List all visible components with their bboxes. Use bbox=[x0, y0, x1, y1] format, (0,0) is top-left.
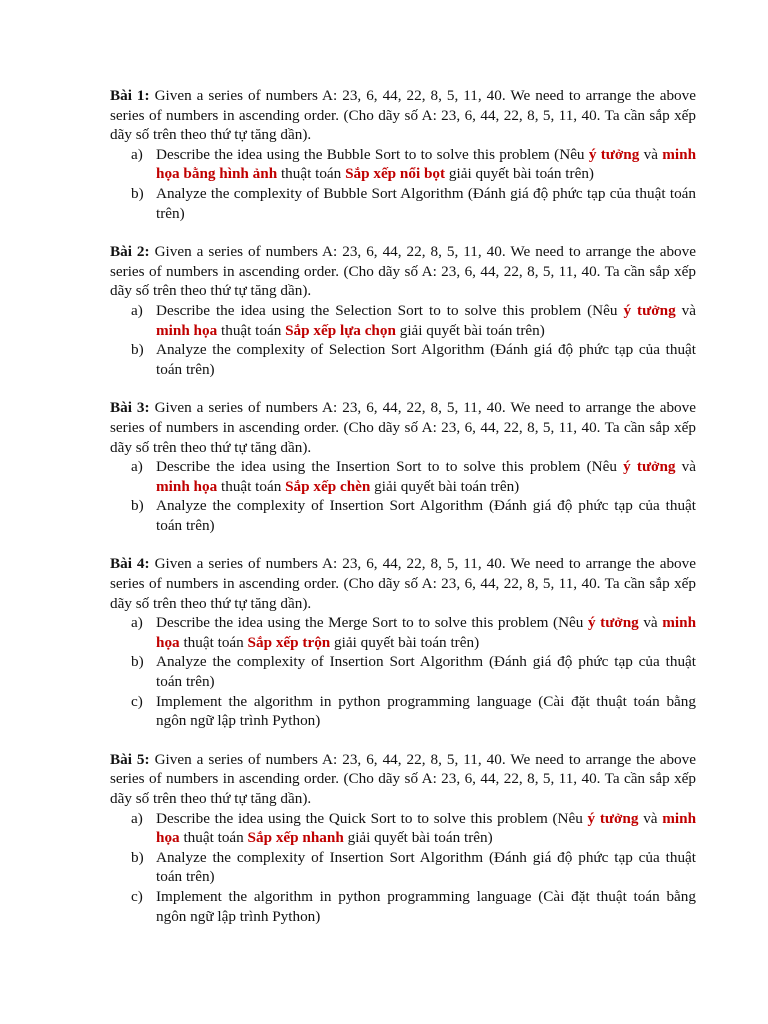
exercise-intro bbox=[110, 554, 696, 613]
highlight-text: minh họa bằng hình ảnh bbox=[156, 145, 697, 183]
part-text: Analyze the complexity of Insertion Sort Algorithm (Đánh giá độ phức tạp của thuật toán trên) bbox=[156, 848, 696, 886]
exercise-intro-text: Given a series of numbers A: 23, 6, 44, 22, 8, 5, 11, 40. We need to arrange the above series of numbers in ascending order. (Cho dãy số A: 23, 6, 44, 22, 8, 5, 11, 40. Ta cần sắp xếp dãy số trên theo thứ tự tăng dần). bbox=[110, 87, 696, 144]
highlight-text: minh họa bbox=[156, 477, 218, 495]
part-text: Describe the idea using the Bubble Sort to to solve this problem (Nêu bbox=[156, 145, 589, 163]
highlight-text: ý tưởng bbox=[623, 458, 676, 476]
part-text: Analyze the complexity of Insertion Sort Algorithm (Đánh giá độ phức tạp của thuật toán trên) bbox=[156, 497, 696, 534]
part-text: Describe the idea using the Quick Sort to to solve this problem (Nêu bbox=[156, 809, 588, 827]
part-text: Analyze the complexity of Insertion Sort Algorithm (Đánh giá độ phức tạp của thuật toán trên) bbox=[156, 653, 696, 691]
exercise-intro-text: Given a series of numbers A: 23, 6, 44, 22, 8, 5, 11, 40. We need to arrange the above series of numbers in ascending order. (Cho dãy số A: 23, 6, 44, 22, 8, 5, 11, 40. Ta cần sắp xếp dãy số trên theo thứ tự tăng dần). bbox=[110, 750, 696, 807]
exercise-parts bbox=[110, 809, 696, 927]
part-item bbox=[110, 613, 696, 652]
part-marker: a) bbox=[131, 614, 143, 632]
exercise-intro bbox=[110, 398, 696, 457]
part-text: giải quyết bài toán trên) bbox=[343, 829, 493, 847]
exercise-label: Bài 5: bbox=[110, 750, 150, 768]
part-marker: c) bbox=[131, 692, 143, 710]
part-text: Describe the idea using the Merge Sort to to solve this problem (Nêu bbox=[156, 614, 588, 632]
part-text: thuật toán bbox=[179, 829, 248, 847]
part-marker: a) bbox=[131, 458, 143, 476]
part-text: Analyze the complexity of Bubble Sort Algorithm (Đánh giá độ phức tạp của thuật toán trên) bbox=[156, 184, 696, 222]
exercise-2 bbox=[110, 242, 696, 379]
highlight-text: minh họa bbox=[156, 614, 697, 651]
exercise-3 bbox=[110, 398, 696, 535]
part-text: giải quyết bài toán trên) bbox=[395, 321, 545, 339]
exercise-intro bbox=[110, 242, 696, 301]
exercise-intro-text: Given a series of numbers A: 23, 6, 44, 22, 8, 5, 11, 40. We need to arrange the above series of numbers in ascending order. (Cho dãy số A: 23, 6, 44, 22, 8, 5, 11, 40. Ta cần sắp xếp dãy số trên theo thứ tự tăng dần). bbox=[110, 399, 696, 456]
exercise-parts bbox=[110, 145, 696, 223]
part-text: thuật toán bbox=[217, 477, 286, 495]
exercise-1 bbox=[110, 86, 696, 223]
highlight-text: Sắp xếp nổi bọt bbox=[345, 165, 446, 183]
highlight-text: ý tưởng bbox=[588, 145, 640, 163]
part-marker: a) bbox=[131, 301, 143, 319]
part-item bbox=[110, 145, 696, 184]
document-page bbox=[110, 86, 696, 945]
part-text: và bbox=[638, 809, 663, 827]
exercise-label: Bài 3: bbox=[110, 399, 150, 417]
part-marker: a) bbox=[131, 145, 143, 163]
exercise-intro-text: Given a series of numbers A: 23, 6, 44, 22, 8, 5, 11, 40. We need to arrange the above series of numbers in ascending order. (Cho dãy số A: 23, 6, 44, 22, 8, 5, 11, 40. Ta cần sắp xếp dãy số trên theo thứ tự tăng dần). bbox=[110, 555, 696, 612]
highlight-text: ý tưởng bbox=[587, 614, 639, 632]
part-text: và bbox=[638, 614, 663, 632]
part-text: thuật toán bbox=[217, 321, 286, 339]
part-item bbox=[110, 340, 696, 379]
exercise-label: Bài 1: bbox=[110, 87, 150, 104]
part-marker: b) bbox=[131, 341, 144, 359]
highlight-text: ý tưởng bbox=[587, 809, 639, 827]
part-item bbox=[110, 692, 696, 731]
part-item bbox=[110, 887, 696, 926]
part-text: và bbox=[675, 301, 696, 319]
part-text: Describe the idea using the Selection Sort to to solve this problem (Nêu bbox=[156, 301, 624, 319]
highlight-text: minh họa bbox=[156, 809, 697, 847]
part-marker: b) bbox=[131, 497, 144, 515]
exercise-label: Bài 2: bbox=[110, 243, 150, 261]
part-text: Implement the algorithm in python programming language (Cài đặt thuật toán bằng ngôn ngữ lập trình Python) bbox=[156, 692, 696, 730]
part-item bbox=[110, 184, 696, 223]
part-text: giải quyết bài toán trên) bbox=[330, 633, 480, 651]
part-marker: b) bbox=[131, 848, 144, 866]
part-text: giải quyết bài toán trên) bbox=[370, 477, 520, 495]
part-item bbox=[110, 457, 696, 496]
highlight-text: Sắp xếp nhanh bbox=[247, 829, 344, 847]
part-text: và bbox=[675, 458, 696, 476]
highlight-text: Sắp xếp lựa chọn bbox=[285, 321, 396, 339]
part-text: Describe the idea using the Insertion Sort to to solve this problem (Nêu bbox=[156, 458, 624, 476]
exercise-intro-text: Given a series of numbers A: 23, 6, 44, 22, 8, 5, 11, 40. We need to arrange the above series of numbers in ascending order. (Cho dãy số A: 23, 6, 44, 22, 8, 5, 11, 40. Ta cần sắp xếp dãy số trên theo thứ tự tăng dần). bbox=[110, 243, 696, 300]
part-text: thuật toán bbox=[277, 165, 346, 183]
part-item bbox=[110, 496, 696, 535]
part-text: thuật toán bbox=[179, 633, 248, 651]
highlight-text: Sắp xếp trộn bbox=[247, 633, 331, 651]
part-item bbox=[110, 652, 696, 691]
part-item bbox=[110, 809, 696, 848]
exercise-intro bbox=[110, 750, 696, 809]
exercise-parts bbox=[110, 613, 696, 731]
exercise-parts bbox=[110, 457, 696, 535]
exercise-5 bbox=[110, 750, 696, 926]
exercise-intro bbox=[110, 86, 696, 145]
highlight-text: ý tưởng bbox=[623, 301, 676, 319]
part-marker: b) bbox=[131, 184, 144, 202]
exercise-parts bbox=[110, 301, 696, 379]
part-marker: c) bbox=[131, 887, 143, 905]
part-text: và bbox=[639, 145, 663, 163]
part-item bbox=[110, 848, 696, 887]
part-item bbox=[110, 301, 696, 340]
part-marker: a) bbox=[131, 809, 143, 827]
part-text: Implement the algorithm in python programming language (Cài đặt thuật toán bằng ngôn ngữ lập trình Python) bbox=[156, 887, 696, 925]
exercise-4 bbox=[110, 554, 696, 730]
part-text: giải quyết bài toán trên) bbox=[445, 165, 594, 183]
part-text: Analyze the complexity of Selection Sort Algorithm (Đánh giá độ phức tạp của thuật toán trên) bbox=[156, 341, 696, 378]
highlight-text: minh họa bbox=[156, 321, 218, 339]
part-marker: b) bbox=[131, 653, 144, 671]
exercise-label: Bài 4: bbox=[110, 555, 150, 573]
highlight-text: Sắp xếp chèn bbox=[285, 477, 371, 495]
